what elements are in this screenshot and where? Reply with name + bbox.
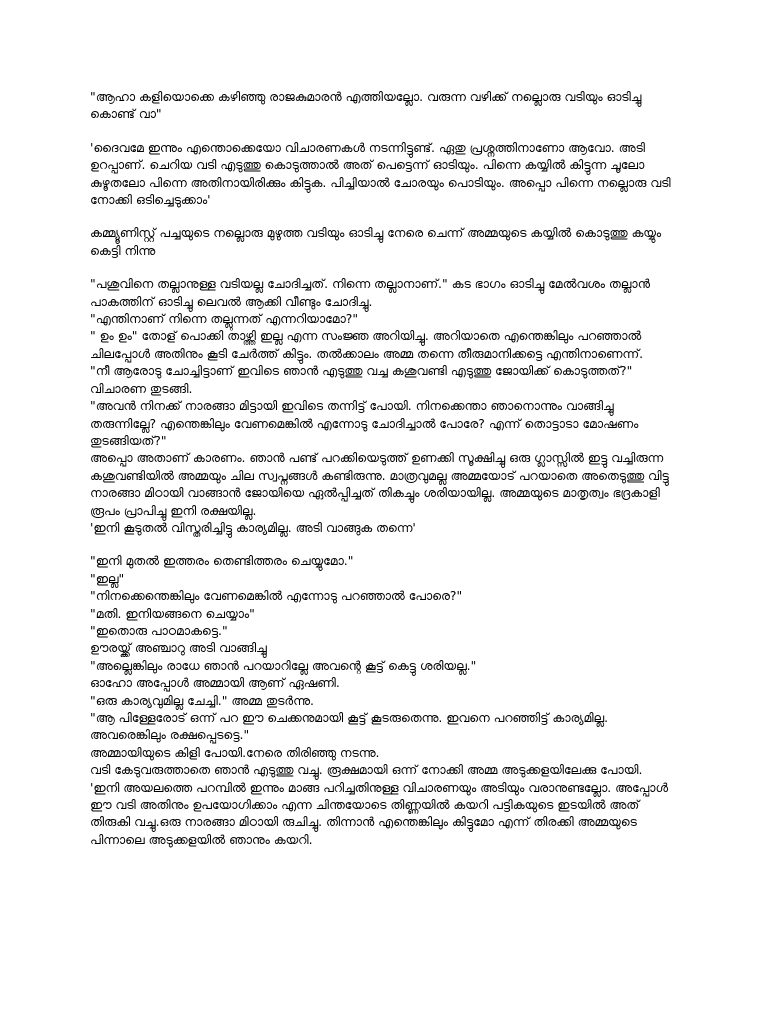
paragraph-22: അമ്മായിയുടെ കിളി പോയി.നേരെ തിരിഞ്ഞു നടന്നു. [90,744,380,760]
paragraph-10: അപ്പൊ അതാണ് കാരണം. ഞാൻ പണ്ട് പറക്കിയെടുത്ത് ഉണക്കി സൂക്ഷിച്ചു ഒരു ഗ്ലാസ്സിൽ ഇട്ടു വച്ചിരുന്ന കശുവണ്ടിയിൽ അമ്മയും ചില സ്വപ്നങ്ങൾ കണ്ടിരുന്നു. മാത്രവുമല്ല അമ്മയോട് പറയാതെ അതെടുത്തു വിട്ടു നാരങ്ങാ മിഠായി വാങ്ങാൻ ജോയിയെ ഏൽപ്പിച്ചത് തികച്ചും ശരിയായില്ല. അമ്മയുടെ മാതൃത്വം ഭദ്രകാളി രൂപം പ്രാപിച്ചു ഇനി രക്ഷയില്ല. [90,450,669,518]
paragraph-gap [90,123,678,139]
paragraph-20: "ഒരു കാര്യവുമില്ല ചേച്ചി." അമ്മ തുടർന്നു. [90,692,314,708]
paragraph-1: "ആഹാ കളിയൊക്കെ കഴിഞ്ഞു രാജകുമാരൻ എത്തിയല്ലോ. വരുന്ന വഴിക്ക് നല്ലൊരു വടിയും ഓടിച്ചു കൊണ്ട് വാ" [90,89,642,122]
document-body [90,88,678,848]
paragraph-21: "ആ പിള്ളേരോട് ഒന്ന് പറ ഈ ചെക്കനുമായി കൂട്ട് കൂടരുതെന്നു. ഇവനെ പറഞ്ഞിട്ട് കാര്യമില്ല. അവരെങ്കിലും രക്ഷപ്പെടട്ടെ." [90,710,609,743]
paragraph-9: "അവൻ നിനക്ക് നാരങ്ങാ മിട്ടായി ഇവിടെ തന്നിട്ട് പോയി. നിനക്കെന്താ ഞാനൊന്നും വാങ്ങിച്ചു തരുന്നില്ലേ? എന്തെങ്കിലും വേണമെങ്കിൽ എന്നോടു ചോദിച്ചാൽ പോരേ? എന്ന് തൊട്ടാടാ മോഷണം തുടങ്ങിയത്?" [90,398,639,448]
paragraph-4: "പശുവിനെ തല്ലാനുള്ള വടിയല്ല ചോദിച്ചത്. നിന്നെ തല്ലാനാണ്." കട ഭാഗം ഓടിച്ചു മേൽവശം തല്ലാൻ പാകത്തിന് ഓടിച്ചു ലെവൽ ആക്കി വീണ്ടും ചോദിച്ചു. [90,276,650,309]
paragraph-gap [90,536,678,552]
paragraph-23: വടി കേടുവരുത്താതെ ഞാൻ എടുത്തു വച്ചു. രൂക്ഷമായി ഒന്ന് നോക്കി അമ്മ അടുക്കളയിലേക്കു പോയി. [90,762,643,778]
paragraph-8: വിചാരണ തുടങ്ങി. [90,380,193,396]
paragraph-11: 'ഇനി കൂടുതൽ വിസ്തരിച്ചിട്ടു കാര്യമില്ല. അടി വാങ്ങുക തന്നെ' [90,519,416,535]
paragraph-gap [90,259,678,275]
paragraph-3: കമ്മ്യൂണിസ്റ്റ് പച്ചയുടെ നല്ലൊരു മുഴുത്ത വടിയും ഓടിച്ചു നേരെ ചെന്ന് അമ്മയുടെ കയ്യിൽ കൊടുത്തു കയ്യും കെട്ടി നിന്നു [90,225,662,258]
paragraph-14: "നിനക്കെന്തെങ്കിലും വേണമെങ്കിൽ എന്നോടു പറഞ്ഞാൽ പോരെ?" [90,588,463,604]
paragraph-17: ഊരയ്ക്ക് അഞ്ചാറു അടി വാങ്ങിച്ചു [90,640,267,656]
paragraph-13: "ഇല്ല" [90,570,125,586]
paragraph-5: "എന്തിനാണ് നിന്നെ തല്ലുന്നത് എന്നറിയാമോ?" [90,311,359,327]
paragraph-15: "മതി. ഇനിയങ്ങനെ ചെയ്യാം" [90,605,255,621]
paragraph-19: ഓഹോ അപ്പോൾ അമ്മായി ആണ് ഏഷണി. [90,675,340,691]
paragraph-12: "ഇനി മുതൽ ഇത്തരം തെണ്ടിത്തരം ചെയ്യുമോ." [90,553,354,569]
paragraph-7: "നീ ആരോടു ചോച്ചിട്ടാണ് ഇവിടെ ഞാൻ എടുത്തു വച്ച കശുവണ്ടി എടുത്തു ജോയിക്ക് കൊടുത്തത്?" [90,363,633,379]
paragraph-24: 'ഇനി അയലത്തെ പറമ്പിൽ ഇന്നും മാങ്ങ പറിച്ചതിനുള്ള വിചാരണയും അടിയും വരാനുണ്ടല്ലോ. അപ്പോൾ ഈ വടി അതിനും ഉപയോഗിക്കാം എന്ന ചിന്തയോടെ തിണ്ണയിൽ കയറി പട്ടികയുടെ ഇടയിൽ അത് തിരുകി വച്ചു.ഒരു നാരങ്ങാ മിഠായി രുചിച്ചു. തിന്നാൻ എന്തെങ്കിലും കിട്ടുമോ എന്ന് തിരക്കി അമ്മയുടെ പിന്നാലെ അടുക്കളയിൽ ഞാനും കയറി. [90,779,668,847]
paragraph-16: "ഇതൊരു പാഠമാകട്ടെ." [90,622,228,638]
paragraph-6: " ഉം ഉം" തോള് പൊക്കി താഴ്ത്തി ഇല്ല എന്ന സംജ്ഞ അറിയിച്ചു. അറിയാതെ എന്തെങ്കിലും പറഞ്ഞാൽ ചിലപ്പോൾ അതിനും കൂടി ചേർത്ത് കിട്ടും. തൽക്കാലം അമ്മ തന്നെ തീരുമാനിക്കട്ടെ എന്തിനാണെന്ന്. [90,328,644,361]
paragraph-gap [90,208,678,224]
paragraph-2: 'ദൈവമേ ഇന്നും എന്തൊക്കെയോ വിചാരണകൾ നടന്നിട്ടുണ്ട്. ഏതു പ്രശ്നത്തിനാണോ ആവോ. അടി ഉറപ്പാണ്. ചെറിയ വടി എടുത്തു കൊടുത്താൽ അത് പെട്ടെന്ന് ഓടിയും. പിന്നെ കയ്യിൽ കിട്ടുന്ന ചൂലോ കുഴൂതലോ പിന്നെ അതിനായിരിക്കും കിട്ടുക. പിച്ചിയാൽ ചോരയും പൊടിയും. അപ്പൊ പിന്നെ നല്ലൊരു വടി നോക്കി ഒടിച്ചെടുക്കാം' [90,139,671,208]
paragraph-18: "അല്ലെങ്കിലും രാധേ ഞാൻ പറയാറില്ലേ അവന്റെ കൂട്ട് കെട്ടു ശരിയല്ല." [90,657,477,673]
